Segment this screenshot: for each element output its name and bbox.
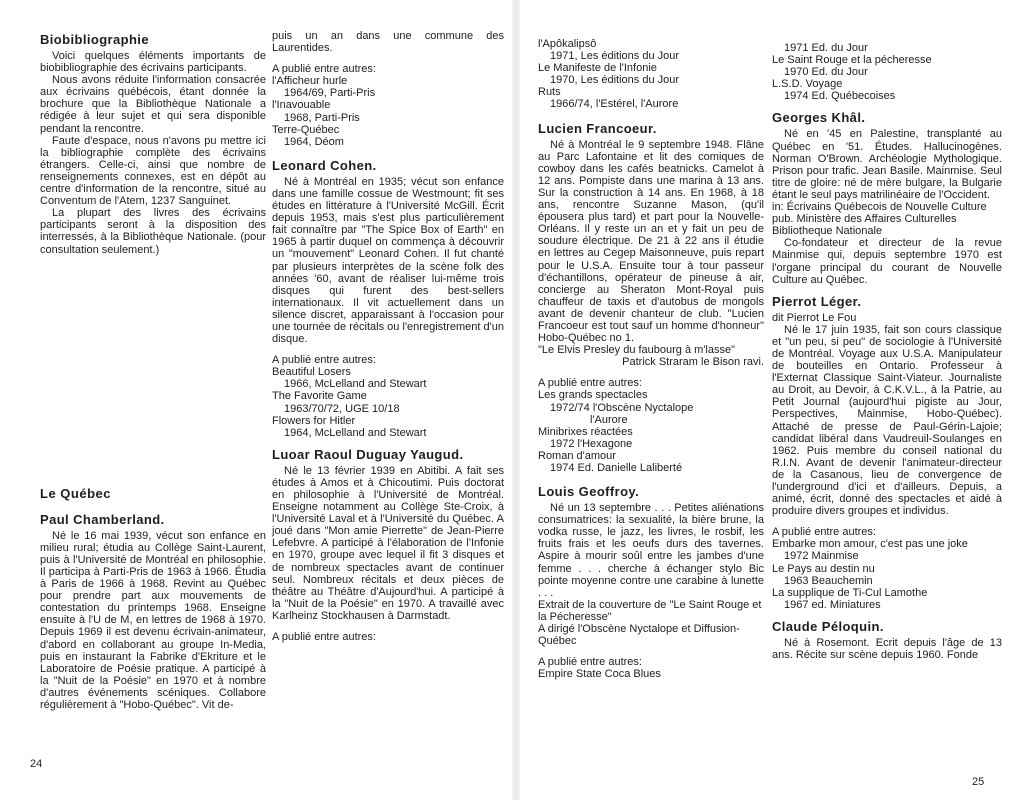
column-4: [772, 42, 1002, 661]
khal-pub: pub. Ministère des Affaires Culturelles Bibliotheque Nationale: [772, 213, 957, 238]
francoeur-pub-title: Roman d'amour: [538, 449, 616, 462]
duguay-pub-detail: 1971, Les éditions du Jour: [550, 50, 680, 63]
chamberland-name: Paul Chamberland.: [40, 511, 165, 527]
geoffroy-publications-label: A publié entre autres:: [538, 656, 642, 669]
cohen-pub-title: Beautiful Losers: [272, 366, 351, 379]
geoffroy-name: Louis Geoffroy.: [538, 484, 640, 500]
francoeur-bio: Né à Montréal le 9 septembre 1948. Flâne au Parc Lafontaine et lit des comiques de cowboy dans les cafés beatnicks. Camelot à 12 ans. Pompiste dans une marina à 13 ans. Sur la construction à 14 ans. En 1968, à 18 ans, rencontre Suzanne Mason, (qu'il épousera plus tard) et part pour la Nouvelle-Orléans. Il y reste un an et y fait un peu de soudure électrique. De 21 à 22 ans il étudie en lettres au Cegep Maisonneuve, puis repart pour le U.S.A. Ensuite tour à tour passeur d'échantillons, opérateur de pineuse à air, concierge au Sheraton Mont-Royal puis chauffeur de taxis et d'autobus de mongols avant de devenir chanteur de club. "Lucien Francoeur est tout sauf un homme d'honneur" Hobo-Québec no 1.: [538, 138, 764, 345]
intro-paragraph-3: Faute d'espace, nous n'avons pu mettre ici la bibliographie complète des écrivains étrangers. Celle-ci, ainsi que nombre de renseignements connexes, est en dépôt au centre d'information de la rencontre, situé au Conventum de l'Atem, 1237 Sanguinet.: [40, 134, 266, 208]
chamberland-bio-continued: puis un an dans une commune des Laurentides.: [272, 30, 504, 55]
duguay-pub-title: l'Apôkalipsô: [538, 38, 597, 50]
chamberland-pub-title: l'Inavouable: [272, 99, 331, 112]
francoeur-quote: "Le Elvis Presley du faubourg à m'lasse": [538, 344, 736, 357]
geoffroy-pub-detail: 1971 Ed. du Jour: [784, 42, 868, 54]
geoffroy-pub-title: Le Saint Rouge et la pécheresse: [772, 54, 932, 67]
book-gutter: [512, 0, 520, 800]
cohen-pub-detail: 1966, McLelland and Stewart: [284, 378, 427, 391]
geoffroy-bio: Né un 13 septembre . . . Petites aliénations consumatrices: la sexualité, la bière brune, la vodka russe, le jazz, les livres, le rosbif, les fruits frais et les oeufs durs des tavernes. Aspire à mourir soûl entre les jambes d'une femme . . . cherche à échanger stylo Bic pointe moyenne contre une carabine à lunette . . .: [538, 502, 764, 599]
peloquin-name: Claude Péloquin.: [772, 618, 884, 634]
chamberland-bio: Né le 16 mai 1939, vécut son enfance en milieu rural; étudia au Collège Saint-Laurent, puis à l'Université de Montréal en philosophie. Il participa à Parti-Pris de 1963 à 1966. Étudia à Paris de 1966 à 1968. Revint au Québec pour prendre part aux mouvements de contestation du printemps 1968. Enseigne ensuite à l'U de M, en lettres de 1968 à 1970. Depuis 1969 il est devenu écrivain-animateur, d'abord en collaborant au groupe In-Media, puis en instaurant la Fabrike d'Ekriture et le Laboratoire de Poésie pratique. A participé à la "Nuit de la Poésie" en 1970 et à nombre d'autres événements scéniques. Collabore régulièrement à "Hobo-Québec". Vit de-: [40, 529, 266, 711]
francoeur-pub-detail: 1974 Ed. Danielle Laliberté: [550, 462, 683, 474]
intro-paragraph-1: Voici quelques éléments importants de biobibliographie des écrivains participants.: [40, 50, 266, 75]
francoeur-pub-title: Les grands spectacles: [538, 389, 648, 402]
cohen-bio: Né à Montréal en 1935; vécut son enfance dans une famille cossue de Westmount; fit ses études en littérature à l'Université McGill. Écrit depuis 1953, mais s'est plus particulièrement fait connaître par "The Spice Box of Earth" en 1965 à partir duquel on commença à découvrir un "mouvement" Leonard Cohen. Il fut chanté par plusieurs interprètes de la scène folk des années '60, avant de réaliser lui-même trois disques qui furent des best-sellers internationaux. Il vit actuellement dans un silence discret, apparaissant à l'occasion pour une tournée de récitals ou l'enregistrement d'un disque.: [272, 175, 504, 346]
francoeur-pub-detail: 1972/74 l'Obscène Nyctalope: [550, 401, 694, 414]
duguay-pub-detail: 1966/74, l'Estérel, l'Aurore: [550, 98, 679, 111]
leger-pub-title: Le Pays au destin nu: [772, 562, 875, 575]
leger-alias: dit Pierrot Le Fou: [772, 311, 857, 324]
francoeur-pub-title: Minibrixes réactées: [538, 425, 633, 438]
leger-bio: Né le 17 juin 1935, fait son cours classique et "un peu, si peu" de sociologie à l'Université de Montréal. Voyage aux U.S.A. Manipulateur de bouteilles en Ontario. Professeur à l'Externat Classique Saint-Viateur. Journaliste au Droit, au Devoir, à C.K.V.L., à la Patrie, au Petit Journal (aujourd'hui pigiste au Jour, Perspectives, Mainmise, Hobo-Québec). Attaché de presse de Paul-Gérin-Lajoie; candidat libéral dans Vaudreuil-Soulanges en 1962. Puis membre du conseil national du R.I.N. Avant de devenir l'animateur-directeur de la Casanous, lieu de convergence de l'underground d'ici et d'ailleurs. Depuis, a animé, écrit, donné des spectacles et aidé à produire divers groupes et individus.: [772, 323, 1002, 518]
francoeur-pub-detail: 1972 l'Hexagone: [550, 437, 633, 450]
chamberland-pub-detail: 1964, Déom: [284, 135, 344, 148]
leger-pub-title: Embarke mon amour, c'est pas une joke: [772, 538, 968, 551]
chamberland-pub-title: Terre-Québec: [272, 123, 340, 136]
intro-paragraph-4: La plupart des livres des écrivains participants seront à la disposition des interressés, à la Bibliothèque Nationale. (pour consultation seulement.): [40, 207, 266, 256]
chamberland-publications-label: A publié entre autres:: [272, 63, 376, 76]
duguay-pub-title: Ruts: [538, 86, 561, 99]
column-3: [538, 38, 764, 680]
francoeur-name: Lucien Francoeur.: [538, 120, 657, 136]
intro-paragraph-2: Nous avons réduite l'information consacrée aux écrivains québécois, étant donnée la brochure que la Bibliothèque Nationale a rédigée à leur sujet et qui sera disponible pendant la rencontre.: [40, 74, 266, 135]
geoffroy-pub-detail: 1970 Ed. du Jour: [784, 66, 868, 79]
chamberland-pub-title: l'Afficheur hurle: [272, 75, 348, 88]
duguay-pub-detail: 1970, Les éditions du Jour: [550, 74, 680, 87]
cohen-pub-title: Flowers for Hitler: [272, 414, 356, 427]
khal-bio: Né en '45 en Palestine, transplanté au Québec en '51. Études. Hallucinogènes. Norman O'Brown. Archéologie Mythologique. Prison pour trafic. Jean Basile. Mainmise. Seul titre de gloire: né de mère bulgare, la Bulgarie étant le seul pays matrilinéaire de l'Occident.: [772, 128, 1002, 201]
leger-name: Pierrot Léger.: [772, 293, 862, 309]
francoeur-quote-author: Patrick Straram le Bison ravi.: [622, 356, 764, 369]
cohen-pub-detail: 1963/70/72, UGE 10/18: [284, 402, 400, 415]
francoeur-pub-detail: l'Aurore: [590, 413, 628, 426]
duguay-publications-label: A publié entre autres:: [272, 631, 376, 644]
duguay-bio: Né le 13 février 1939 en Abitibi. A fait ses études à Amos et à Chicoutimi. Puis doctorat en philosophie à l'Université de Montréal. Enseigne notamment au Collège Ste-Croix, à l'Université Laval et à l'Université du Québec. A joué dans "Mon amie Pierrette" de Jean-Pierre Lefebvre. A participé à l'élaboration de l'Infonie en 1970, groupe avec lequel il fit 3 disques et de nombreux spectacles avant de continuer seul. Nombreux récitals et deux pièces de théâtre au Théâtre d'Aujourd'hui. A participé à la "Nuit de la Poésie" en 1970. A travaillé avec Karlheinz Stockhausen à Darmstadt.: [272, 464, 504, 622]
geoffroy-pub-detail: 1974 Ed. Québecoises: [784, 90, 896, 103]
leger-pub-detail: 1963 Beauchemin: [784, 574, 873, 587]
leger-pub-detail: 1967 ed. Miniatures: [784, 598, 881, 611]
peloquin-bio: Né à Rosemont. Ecrit depuis l'âge de 13 ans. Récite sur scène depuis 1960. Fonde: [772, 636, 1002, 662]
khal-cofounder: Co-fondateur et directeur de la revue Mainmise qui, depuis septembre 1970 est l'organe principal du courant de Nouvelle Culture au Québec.: [772, 237, 1002, 286]
geoffroy-extra: A dirigé l'Obscène Nyctalope et Diffusion-Québec: [538, 623, 740, 648]
duguay-pub-title: Le Manifeste de l'Infonie: [538, 62, 657, 75]
geoffroy-pub-title: Empire State Coca Blues: [538, 668, 661, 681]
cohen-pub-detail: 1964, McLelland and Stewart: [284, 426, 427, 439]
column-2: [272, 30, 504, 643]
chamberland-pub-detail: 1968, Parti-Pris: [284, 111, 360, 124]
cohen-pub-title: The Favorite Game: [272, 390, 367, 403]
cohen-publications-label: A publié entre autres:: [272, 354, 376, 367]
page-number-right: 25: [972, 776, 985, 788]
geoffroy-extract: Extrait de la couverture de "Le Saint Rouge et la Pécheresse": [538, 598, 762, 623]
column-1-spacer: [40, 256, 266, 488]
francoeur-publications-label: A publié entre autres:: [538, 377, 642, 390]
leger-publications-label: A publié entre autres:: [772, 526, 876, 539]
leger-pub-title: La supplique de Ti-Cul Lamothe: [772, 586, 928, 599]
page-number-left: 24: [30, 758, 43, 770]
cohen-name: Leonard Cohen.: [272, 157, 377, 173]
leger-pub-detail: 1972 Mainmise: [784, 550, 859, 563]
duguay-name: Luoar Raoul Duguay Yaugud.: [272, 446, 464, 462]
section-le-quebec: Le Québec: [40, 485, 111, 501]
khal-in: in: Écrivains Québecois de Nouvelle Culture: [772, 201, 987, 214]
column-1: [40, 28, 266, 711]
chamberland-pub-detail: 1964/69, Parti-Pris: [284, 87, 376, 100]
geoffroy-pub-title: L.S.D. Voyage: [772, 78, 843, 91]
biobibliographie-heading: Biobibliographie: [40, 32, 149, 47]
khal-name: Georges Khâl.: [772, 110, 866, 126]
